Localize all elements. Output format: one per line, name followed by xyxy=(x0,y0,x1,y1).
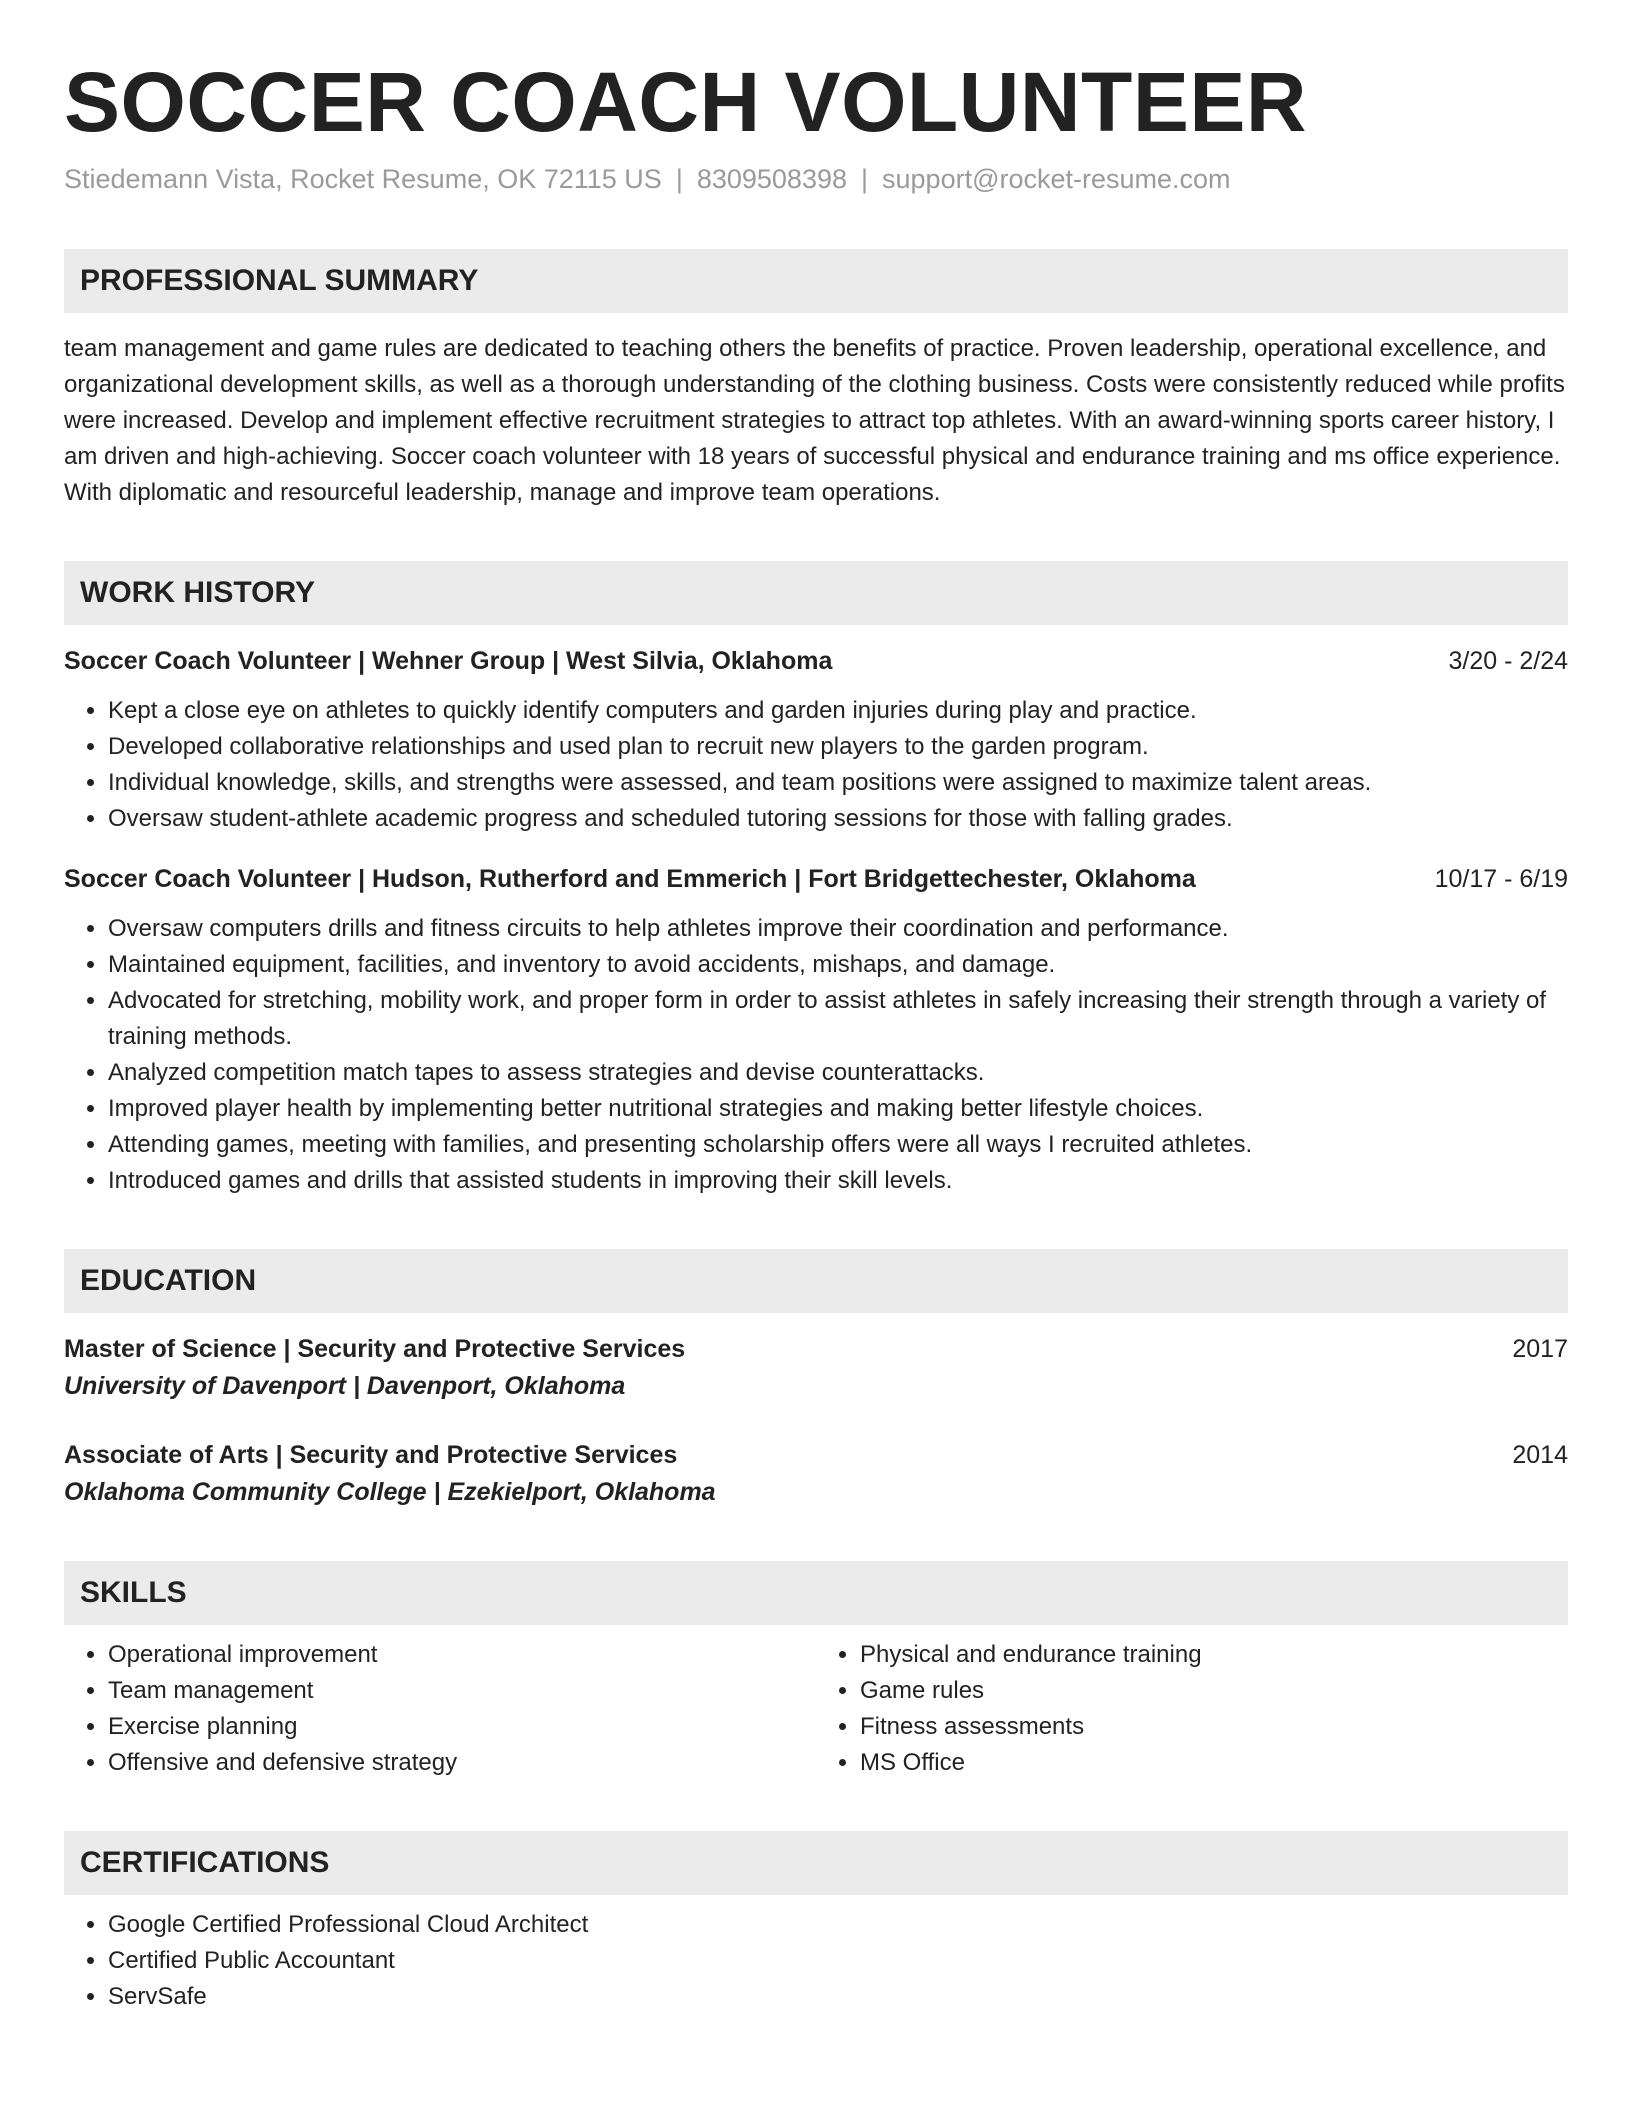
degree: Master of Science | Security and Protective Services xyxy=(64,1335,686,1364)
certifications-items xyxy=(64,1907,1568,2015)
section-header-certifications: CERTIFICATIONS xyxy=(64,1831,1568,1895)
skill-item: • Game rules xyxy=(860,1673,1568,1709)
section-header-work-history: WORK HISTORY xyxy=(64,561,1568,625)
job-duty: • Maintained equipment, facilities, and inventory to avoid accidents, mishaps, and damage. xyxy=(108,947,1568,983)
certifications-list xyxy=(64,1907,1568,2015)
skill-item: • Operational improvement xyxy=(108,1637,816,1673)
skill-item: • MS Office xyxy=(860,1745,1568,1781)
graduation-year: 2014 xyxy=(1512,1441,1568,1470)
job-entry xyxy=(64,643,1568,837)
education-entry xyxy=(64,1331,1568,1405)
degree: Associate of Arts | Security and Protective Services xyxy=(64,1441,678,1470)
job-dates: 3/20 - 2/24 xyxy=(1448,647,1568,676)
job-duty: • Oversaw student-athlete academic progress and scheduled tutoring sessions for those with falling grades. xyxy=(108,801,1568,837)
job-duty: • Individual knowledge, skills, and strengths were assessed, and team positions were assigned to maximize talent areas. xyxy=(108,765,1568,801)
job-header xyxy=(64,861,1568,897)
job-title: Soccer Coach Volunteer | Hudson, Rutherford and Emmerich | Fort Bridgettechester, Oklahoma xyxy=(64,865,1196,894)
skills-column-left xyxy=(64,1637,816,1781)
section-header-education: EDUCATION xyxy=(64,1249,1568,1313)
skill-item: • Team management xyxy=(108,1673,816,1709)
contact-phone: 8309508398 xyxy=(696,164,847,195)
certification-item: • ServSafe xyxy=(108,1979,1568,2015)
skill-item: • Exercise planning xyxy=(108,1709,816,1745)
job-duty: • Introduced games and drills that assisted students in improving their skill levels. xyxy=(108,1163,1568,1199)
skill-item: • Physical and endurance training xyxy=(860,1637,1568,1673)
summary-text: team management and game rules are dedicated to teaching others the benefits of practice. Proven leadership, operational excellence, and organizational development skills, as well as a thorough understanding of the clothing business. Costs were consistently reduced while profits were increased. Develop and implement effective recruitment strategies to attract top athletes. With an award-winning sports career history, I am driven and high-achieving. Soccer coach volunteer with 18 years of successful physical and endurance training and ms office experience. With diplomatic and resourceful leadership, manage and improve team operations. xyxy=(64,335,1565,507)
education-header xyxy=(64,1437,1568,1473)
job-duty: • Improved player health by implementing better nutritional strategies and making better lifestyle choices. xyxy=(108,1091,1568,1127)
job-duty: • Analyzed competition match tapes to assess strategies and devise counterattacks. xyxy=(108,1055,1568,1091)
contact-separator: | xyxy=(861,164,869,195)
education-entry xyxy=(64,1437,1568,1511)
job-duties xyxy=(64,693,1568,837)
job-duty: • Kept a close eye on athletes to quickly identify computers and garden injuries during play and practice. xyxy=(108,693,1568,729)
job-entry xyxy=(64,861,1568,1199)
skills-column-right xyxy=(816,1637,1568,1781)
school: University of Davenport | Davenport, Oklahoma xyxy=(64,1372,626,1401)
job-duty: • Advocated for stretching, mobility work, and proper form in order to assist athletes in safely increasing their strength through a variety of training methods. xyxy=(108,983,1568,1055)
candidate-name: SOCCER COACH VOLUNTEER xyxy=(64,55,1308,149)
job-header xyxy=(64,643,1568,679)
job-dates: 10/17 - 6/19 xyxy=(1434,865,1568,894)
skill-item: • Offensive and defensive strategy xyxy=(108,1745,816,1781)
contact-separator: | xyxy=(675,164,683,195)
contact-email: support@rocket-resume.com xyxy=(882,164,1231,195)
contact-line xyxy=(64,162,1568,197)
graduation-year: 2017 xyxy=(1512,1335,1568,1364)
job-duty: • Developed collaborative relationships and used plan to recruit new players to the garden program. xyxy=(108,729,1568,765)
job-title: Soccer Coach Volunteer | Wehner Group | West Silvia, Oklahoma xyxy=(64,647,833,676)
section-header-skills: SKILLS xyxy=(64,1561,1568,1625)
certification-item: • Certified Public Accountant xyxy=(108,1943,1568,1979)
skill-item: • Fitness assessments xyxy=(860,1709,1568,1745)
job-duty: • Oversaw computers drills and fitness circuits to help athletes improve their coordination and performance. xyxy=(108,911,1568,947)
school: Oklahoma Community College | Ezekielport, Oklahoma xyxy=(64,1478,716,1507)
skills-list xyxy=(64,1637,1568,1781)
job-duty: • Attending games, meeting with families, and presenting scholarship offers were all ways I recruited athletes. xyxy=(108,1127,1568,1163)
contact-address: Stiedemann Vista, Rocket Resume, OK 72115 US xyxy=(64,164,662,195)
section-header-summary: PROFESSIONAL SUMMARY xyxy=(64,249,1568,313)
job-duties xyxy=(64,911,1568,1199)
certification-item: • Google Certified Professional Cloud Architect xyxy=(108,1907,1568,1943)
education-header xyxy=(64,1331,1568,1367)
